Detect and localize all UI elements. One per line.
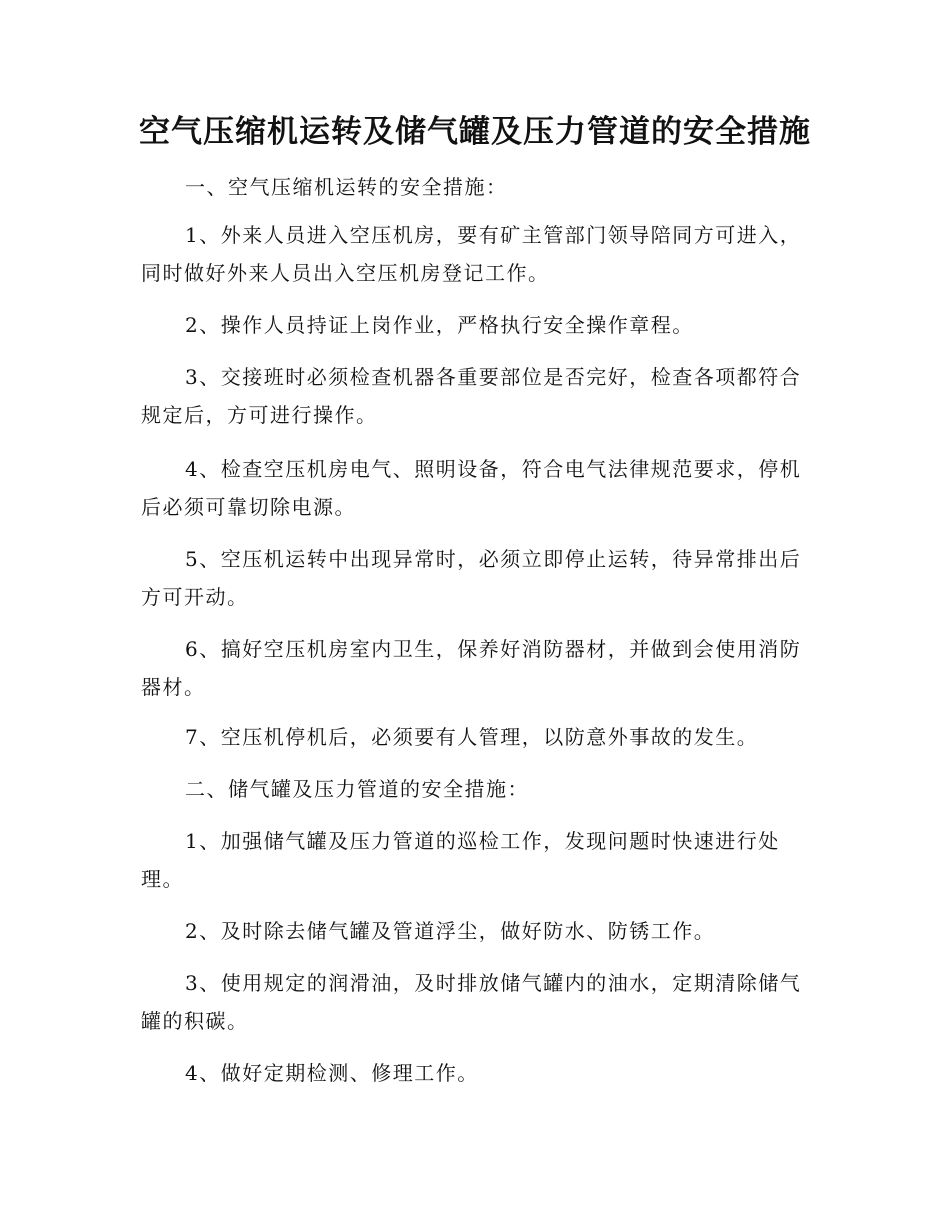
document-title: 空气压缩机运转及储气罐及压力管道的安全措施 xyxy=(139,114,811,150)
section-heading-air-compressor: 一、空气压缩机运转的安全措施： xyxy=(185,175,508,199)
paragraph-item: 5、空压机运转中出现异常时，必须立即停止运转，待异常排出后方可开动。 xyxy=(141,547,802,609)
paragraph-item: 4、做好定期检测、修理工作。 xyxy=(185,1061,479,1085)
paragraph-item: 4、检查空压机房电气、照明设备，符合电气法律规范要求，停机后必须可靠切除电源。 xyxy=(141,457,802,519)
paragraph-item: 7、空压机停机后，必须要有人管理，以防意外事故的发生。 xyxy=(185,725,759,749)
paragraph-item: 2、操作人员持证上岗作业，严格执行安全操作章程。 xyxy=(185,313,694,337)
paragraph-item: 2、及时除去储气罐及管道浮尘，做好防水、防锈工作。 xyxy=(185,919,716,943)
section-heading-gas-tank: 二、储气罐及压力管道的安全措施： xyxy=(185,777,529,801)
paragraph-item: 6、搞好空压机房室内卫生，保养好消防器材，并做到会使用消防器材。 xyxy=(141,637,802,699)
paragraph-item: 1、加强储气罐及压力管道的巡检工作，发现问题时快速进行处理。 xyxy=(141,829,780,891)
paragraph-item: 3、交接班时必须检查机器各重要部位是否完好，检查各项都符合规定后，方可进行操作。 xyxy=(141,365,802,427)
paragraph-item: 1、外来人员进入空压机房，要有矿主管部门领导陪同方可进入，同时做好外来人员出入空压机房登记工作。 xyxy=(141,223,802,285)
paragraph-item: 3、使用规定的润滑油，及时排放储气罐内的油水，定期清除储气罐的积碳。 xyxy=(141,971,802,1033)
